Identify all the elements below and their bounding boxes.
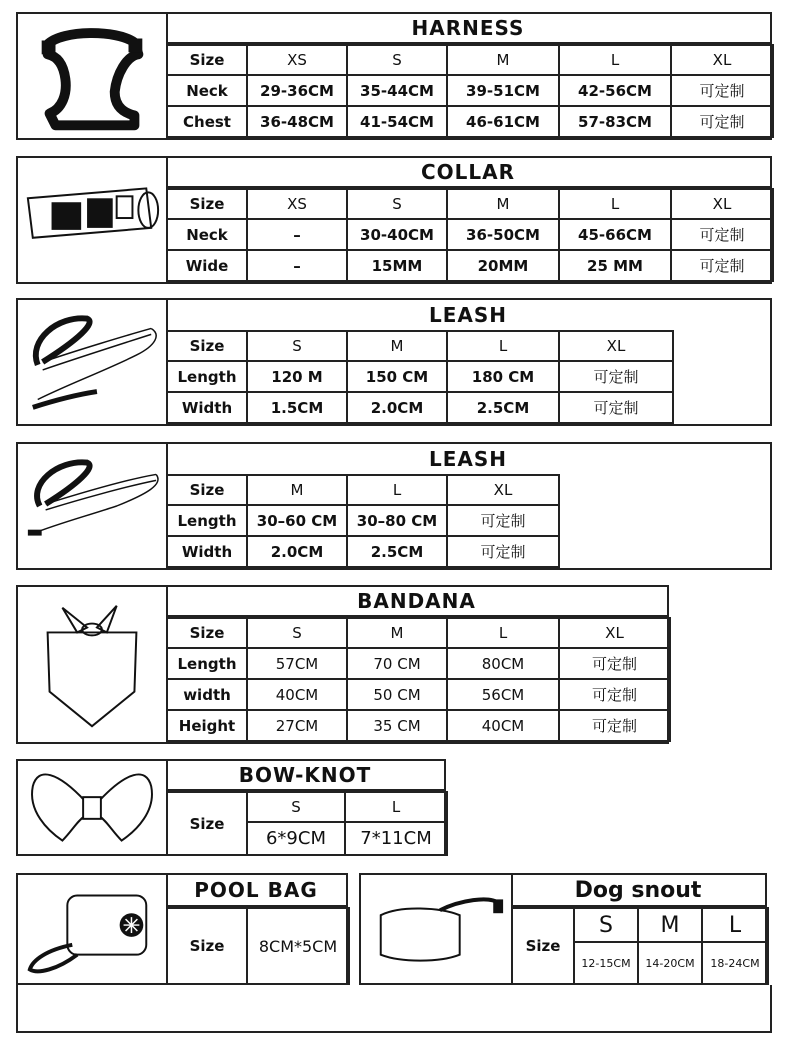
table-cell: 可定制 [559,710,670,741]
size-label: Size [167,189,247,219]
table-cell: 36-48CM [247,106,347,137]
table-cell: 45-66CM [559,219,671,250]
size-l: L [447,618,559,648]
table-cell: 1.5CM [247,392,347,423]
size-l: L [559,189,671,219]
poolbag-title: POOL BAG [166,875,346,907]
size-xl: XL [559,618,670,648]
table-cell: 40CM [247,679,347,710]
bandana-table [166,617,671,742]
row-label-wide: Wide [167,250,247,281]
table-cell: 39-51CM [447,75,559,106]
size-label: Size [167,331,247,361]
size-m: M [347,331,447,361]
table-cell: 70 CM [347,648,447,679]
snout-title: Dog snout [511,875,765,907]
table-cell: 30–80 CM [347,505,447,536]
row-label-length: Length [167,505,247,536]
size-label: Size [167,908,247,984]
table-cell: 25 MM [559,250,671,281]
table-cell: 可定制 [559,361,673,392]
table-cell: 12-15CM [574,942,638,984]
table-cell: 36-50CM [447,219,559,250]
row-label-neck: Neck [167,75,247,106]
table-cell: 2.0CM [247,536,347,567]
table-cell: 41-54CM [347,106,447,137]
table-cell: 可定制 [447,536,559,567]
bandana-image [18,587,168,742]
collar-section [16,156,772,284]
size-s: S [347,45,447,75]
size-l: L [345,792,447,822]
harness-section [16,12,772,140]
bandana-section [16,585,669,744]
leash-table-2 [166,474,560,568]
size-l: L [347,475,447,505]
size-s: S [247,792,345,822]
table-cell: 30–60 CM [247,505,347,536]
table-cell: 50 CM [347,679,447,710]
table-cell: 57-83CM [559,106,671,137]
table-cell: 35-44CM [347,75,447,106]
size-xl: XL [559,331,673,361]
row-label-chest: Chest [167,106,247,137]
table-cell: 46-61CM [447,106,559,137]
bowknot-image [18,761,168,854]
table-cell: 40CM [447,710,559,741]
table-cell: 120 M [247,361,347,392]
leash-section-2 [16,442,772,570]
size-xl: XL [671,189,773,219]
row-label-width: width [167,679,247,710]
size-label: Size [167,475,247,505]
table-cell: 可定制 [671,106,773,137]
row-label-height: Height [167,710,247,741]
size-xs: XS [247,45,347,75]
row-label-width: Width [167,536,247,567]
table-cell: 7*11CM [345,822,447,855]
table-cell: 15MM [347,250,447,281]
collar-image [18,158,168,282]
table-cell: 可定制 [559,392,673,423]
table-cell: 2.5CM [347,536,447,567]
size-l: L [559,45,671,75]
size-s: S [247,618,347,648]
table-cell: 35 CM [347,710,447,741]
size-m: M [447,45,559,75]
page-frame [16,985,772,1033]
table-cell: 57CM [247,648,347,679]
bowknot-table [166,791,448,856]
leash-title-1: LEASH [428,303,508,327]
bowknot-section [16,759,446,856]
size-label: Size [512,908,574,984]
row-label-length: Length [167,648,247,679]
table-cell: 8CM*5CM [247,908,349,984]
table-cell: 27CM [247,710,347,741]
table-cell: 14-20CM [638,942,702,984]
table-cell: 42-56CM [559,75,671,106]
size-xs: XS [247,189,347,219]
table-cell: 可定制 [559,679,670,710]
table-cell: – [247,250,347,281]
table-cell: 可定制 [671,75,773,106]
harness-table [166,44,774,138]
size-m: M [447,189,559,219]
table-cell: 2.0CM [347,392,447,423]
table-cell: 可定制 [559,648,670,679]
table-cell: 150 CM [347,361,447,392]
row-label-length: Length [167,361,247,392]
size-m: M [347,618,447,648]
size-label: Size [167,792,247,855]
leash-title-2: LEASH [428,447,508,471]
row-label-neck: Neck [167,219,247,250]
size-xl: XL [447,475,559,505]
size-label: Size [167,45,247,75]
leash-image [18,300,168,424]
harness-title: HARNESS [166,14,770,44]
table-cell: 30-40CM [347,219,447,250]
table-cell: 可定制 [671,250,773,281]
table-cell: 18-24CM [702,942,768,984]
size-m: M [638,908,702,942]
size-s: S [347,189,447,219]
table-cell: 20MM [447,250,559,281]
poolbag-table [166,907,350,985]
size-l: L [702,908,768,942]
size-label: Size [167,618,247,648]
size-l: L [447,331,559,361]
size-m: M [247,475,347,505]
size-xl: XL [671,45,773,75]
table-cell: 2.5CM [447,392,559,423]
collar-table [166,188,774,282]
size-s: S [574,908,638,942]
table-cell: 180 CM [447,361,559,392]
table-cell: 29-36CM [247,75,347,106]
table-cell: – [247,219,347,250]
row-label-width: Width [167,392,247,423]
size-s: S [247,331,347,361]
collar-title: COLLAR [166,158,770,188]
leash-table-1 [166,330,674,424]
snout-section [359,873,767,985]
snout-image [361,875,513,983]
bowknot-title: BOW-KNOT [166,761,444,791]
bandana-title: BANDANA [166,587,667,617]
table-cell: 6*9CM [247,822,345,855]
table-cell: 可定制 [671,219,773,250]
leash-section-1 [16,298,772,426]
harness-image [18,14,168,138]
snout-table [511,907,769,985]
table-cell: 80CM [447,648,559,679]
table-cell: 56CM [447,679,559,710]
table-cell: 可定制 [447,505,559,536]
leash-image [18,444,168,568]
poolbag-image [18,875,168,983]
poolbag-section [16,873,348,985]
